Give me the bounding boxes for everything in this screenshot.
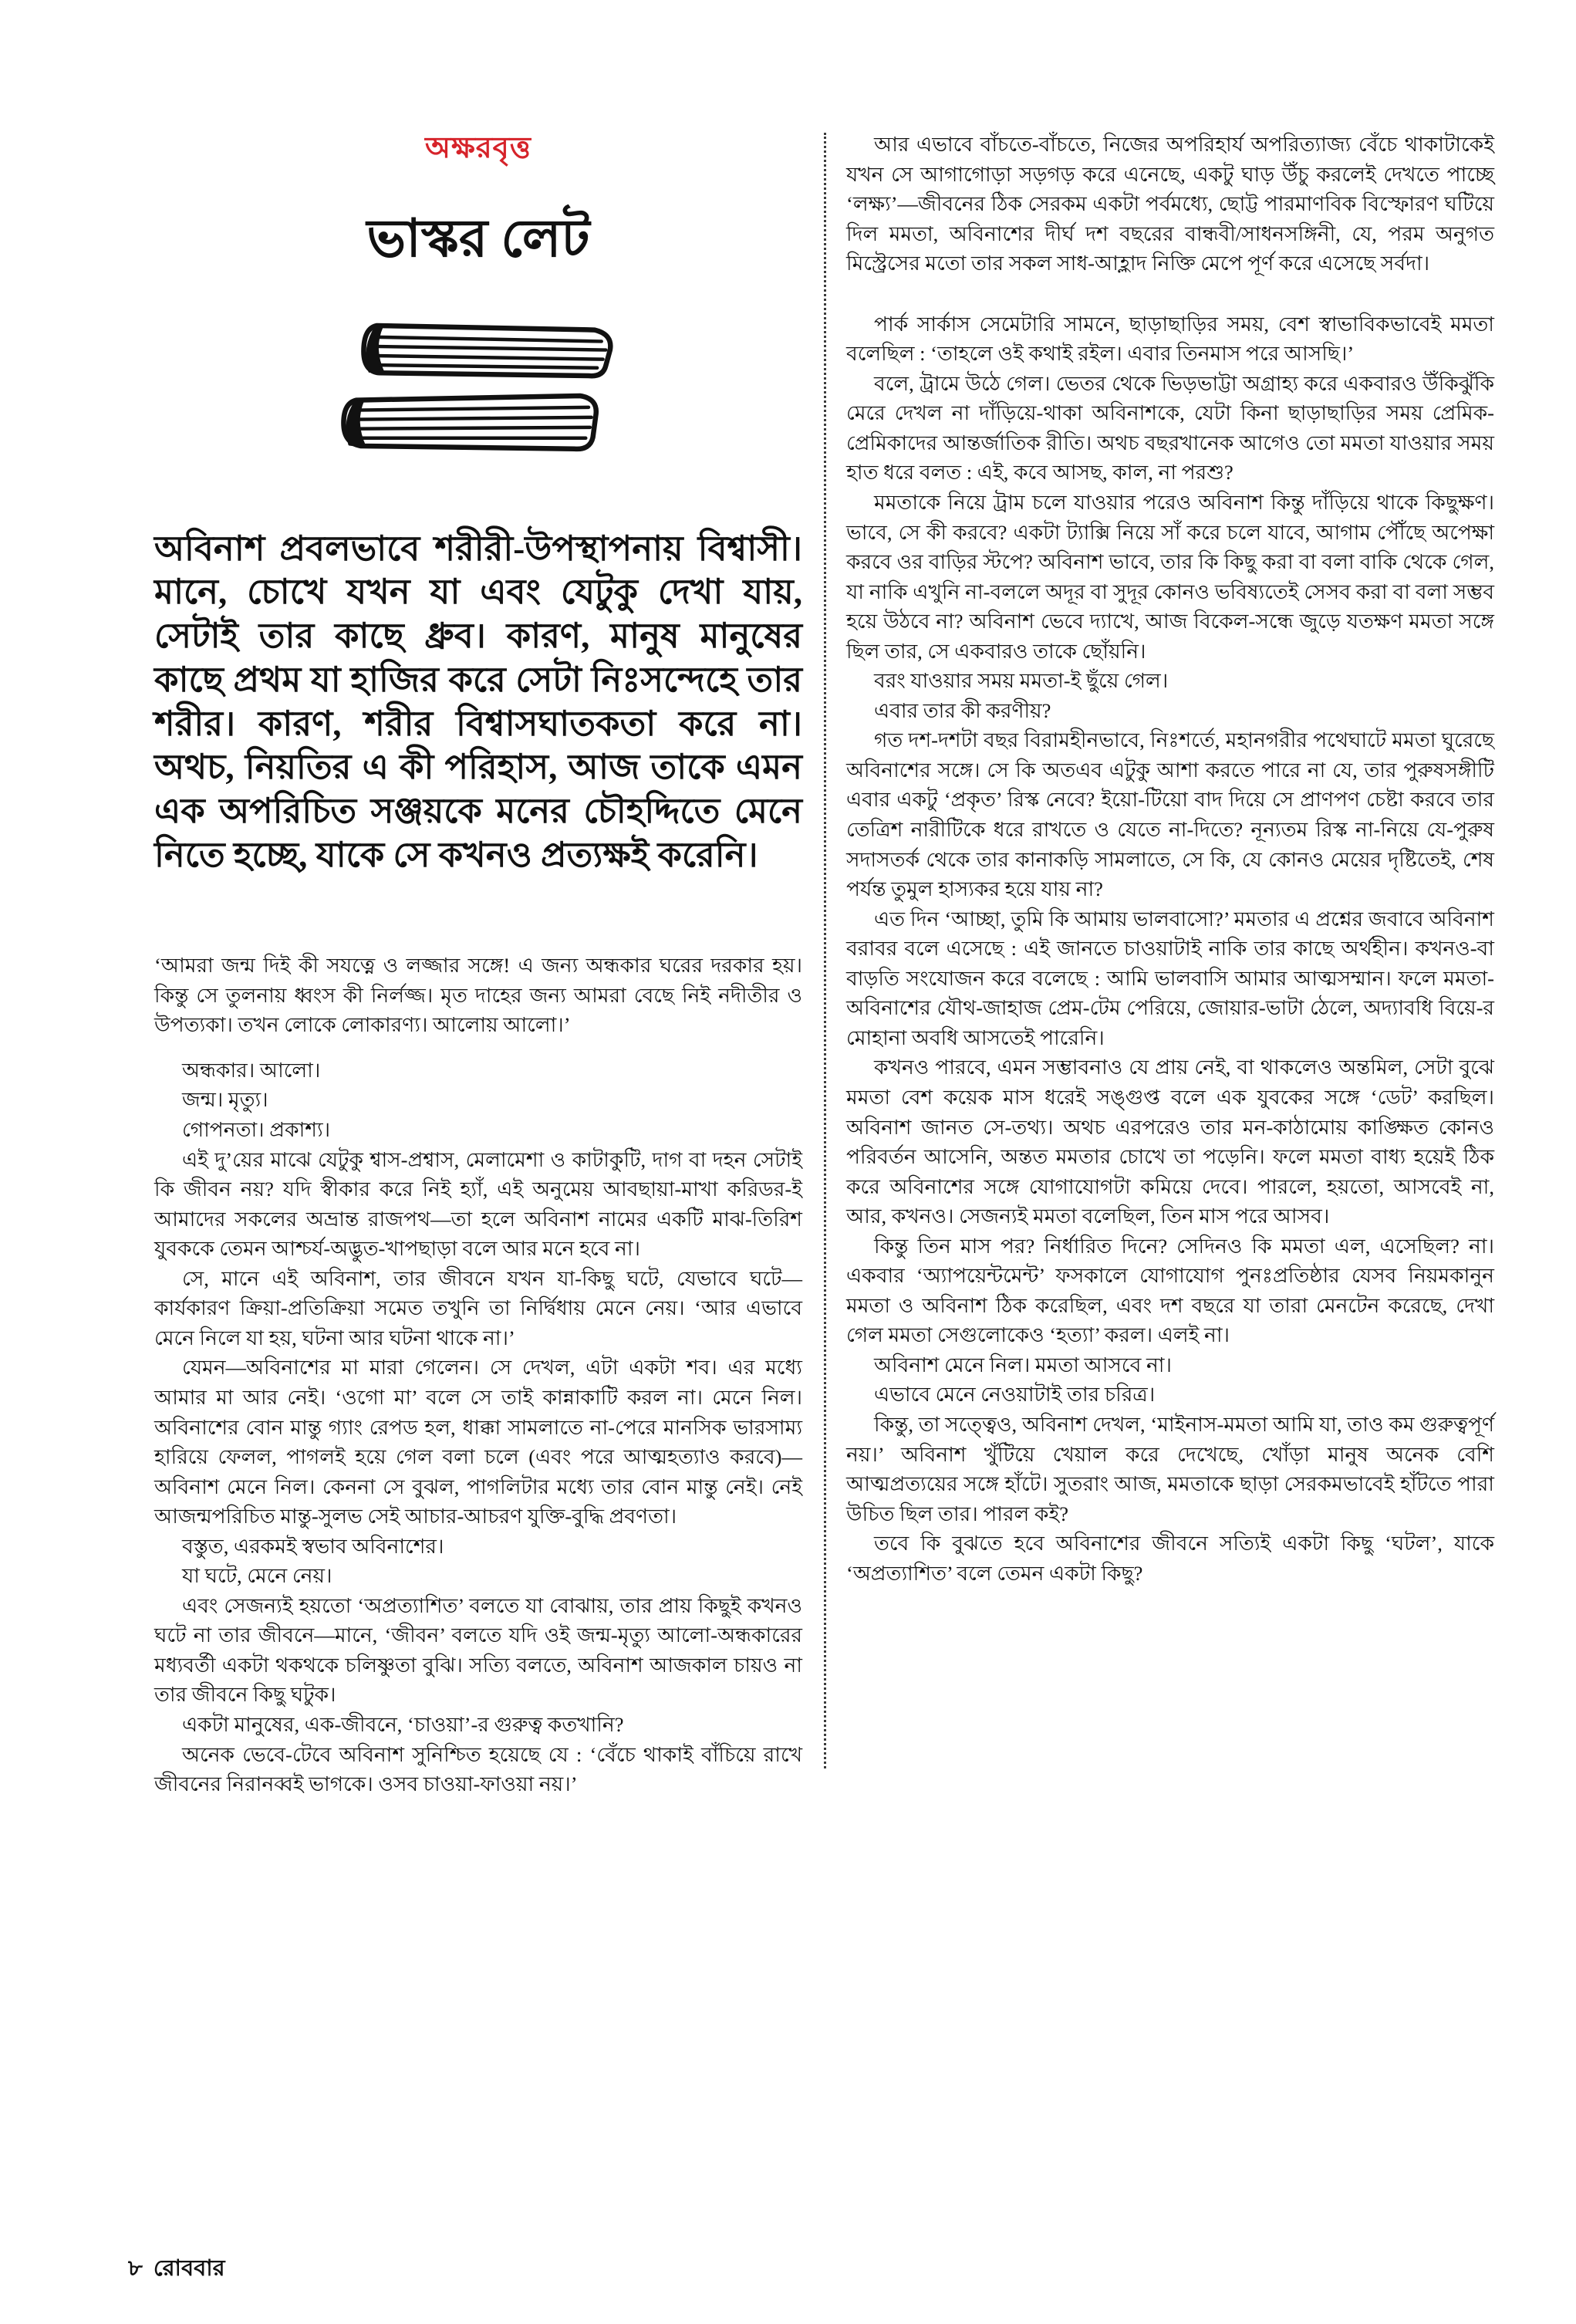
body-paragraph: তবে কি বুঝতে হবে অবিনাশের জীবনে সত্যিই একটা কিছু ‘ঘটল’, যাকে ‘অপ্রত্যাশিত’ বলে তেমন একটা কিছু? [846,1532,1494,1585]
body-paragraph: এভাবে মেনে নেওয়াটাই তার চরিত্র। [874,1383,1156,1407]
body-paragraph: যা ঘটে, মেনে নেয়। [182,1564,332,1588]
body-paragraph: বলে, ট্রামে উঠে গেল। ভেতর থেকে ভিড়ভাট্টা অগ্রাহ্য করে একবারও উঁকিঝুঁকি মেরে দেখল না দাঁড়িয়ে-থাকা অবিনাশকে, যেটা কিনা ছাড়াছাড়ির সময় প্রেমিক-প্রেমিকাদের আন্তর্জাতিক রীতি। অথচ বছরখানেক আগেও তো মমতা যাওয়ার সময় হাত ধরে বলত : এই, কবে আসছ, কাল, না পরশু? [846,371,1494,485]
right-column-body [846,130,1494,1588]
body-paragraph: মমতাকে নিয়ে ট্রাম চলে যাওয়ার পরেও অবিনাশ কিন্তু দাঁড়িয়ে থাকে কিছুক্ষণ। ভাবে, সে কী করবে? একটা ট্যাক্সি নিয়ে সাঁ করে চলে যাবে, আগাম পৌঁছে অপেক্ষা করবে ওর বাড়ির স্টপে? অবিনাশ ভাবে, তার কি কিছু করা বা বলা বাকি থেকে গেল, যা নাকি এখুনি না-বললে অদূর বা সুদূর কোনও ভবিষ্যতেই সেসব করা বা বলা সম্ভব হয়ে উঠবে না? অবিনাশ ভেবে দ্যাখে, আজ বিকেল-সন্ধে জুড়ে যতক্ষণ মমতা সঙ্গে ছিল তার, সে একবারও তাকে ছোঁয়নি। [846,491,1494,663]
body-paragraph: অনেক ভেবে-টেবে অবিনাশ সুনিশ্চিত হয়েছে যে : ‘বেঁচে থাকাই বাঁচিয়ে রাখে জীবনের নিরানব্বই ভাগকে। ওসব চাওয়া-ফাওয়া নয়।’ [154,1742,802,1796]
body-paragraph: এবং সেজন্যই হয়তো ‘অপ্রত্যাশিত’ বলতে যা বোঝায়, তার প্রায় কিছুই কখনও ঘটে না তার জীবনে—মানে, ‘জীবন’ বলতে যদি ওই জন্ম-মৃত্যু আলো-অন্ধকারের মধ্যবর্তী একটা থকথকে চলিষ্ণুতা বুঝি। সত্যি বলতে, অবিনাশ আজকাল চায়ও না তার জীবনে কিছু ঘটুক। [154,1593,802,1707]
body-paragraph: অন্ধকার। আলো। [182,1058,321,1082]
two-column-layout [154,130,1494,1799]
page-number: ৮ [128,2256,143,2281]
body-paragraph: এত দিন ‘আচ্ছা, তুমি কি আমায় ভালবাসো?’ মমতার এ প্রশ্নের জবাবে অবিনাশ বরাবর বলে এসেছে : এই জানতে চাওয়াটাই নাকি তার কাছে অর্থহীন। কখনও-বা বাড়তি সংযোজন করে বলেছে : আমি ভালবাসি আমার আত্মসম্মান। ফলে মমতা-অবিনাশের যৌথ-জাহাজ প্রেম-টেম পেরিয়ে, জোয়ার-ভাটা ঠেলে, অদ্যাবধি বিয়ে-র মোহানা অবধি আসতেই পারেনি। [846,907,1494,1049]
body-paragraph: কখনও পারবে, এমন সম্ভাবনাও যে প্রায় নেই, বা থাকলেও অন্তমিল, সেটা বুঝে মমতা বেশ কয়েক মাস ধরেই সঙ্গুপ্ত বলে এক যুবকের সঙ্গে ‘ডেট’ করছিল। অবিনাশ জানত সে-তথ্য। অথচ এরপরেও তার মন-কাঠামোয় কাঙ্ক্ষিত কোনও পরিবর্তন আসেনি, অন্তত মমতার চোখে তা পড়েনি। ফলে মমতা বাধ্য হয়েই ঠিক করে অবিনাশের সঙ্গে যোগাযোগটা কমিয়ে দেবে। পারলে, হয়তো, আসবেই না, আর, কখনও। সেজন্যই মমতা বলেছিল, তিন মাস পরে আসব। [846,1056,1494,1228]
body-paragraph: এবার তার কী করণীয়? [874,698,1051,722]
body-paragraph: সে, মানে এই অবিনাশ, তার জীবনে যখন যা-কিছু ঘটে, যেভাবে ঘটে—কার্যকারণ ক্রিয়া-প্রতিক্রিয়া সমেত তখুনি তা নির্দ্বিধায় মেনে নেয়। ‘আর এভাবে মেনে নিলে যা হয়, ঘটনা আর ঘটনা থাকে না।’ [154,1266,802,1349]
body-paragraph: গত দশ-দশটা বছর বিরামহীনভাবে, নিঃশর্তে, মহানগরীর পথেঘাটে মমতা ঘুরেছে অবিনাশের সঙ্গে। সে কি অতএব এটুকু আশা করতে পারে না যে, তার পুরুষসঙ্গীটি এবার একটু ‘প্রকৃত’ রিস্ক নেবে? ইয়ো-টিয়ো বাদ দিয়ে সে প্রাণপণ চেষ্টা করবে তার তেত্রিশ নারীটিকে ধরে রাখতে ও যেতে না-দিতে? নূন্যতম রিস্ক না-নিয়ে যে-পুরুষ সদাসতর্ক থেকে তার কানাকড়ি সামলাতে, সে কি, যে কোনও মেয়ের দৃষ্টিতেই, শেষ পর্যন্ত তুমুল হাস্যকর হয়ে যায় না? [846,728,1494,901]
page-footer [128,2251,225,2289]
books-illustration [328,309,629,482]
body-paragraph: বস্তুত, এরকমই স্বভাব অবিনাশের। [182,1534,444,1558]
body-paragraph: আর এভাবে বাঁচতে-বাঁচতে, নিজের অপরিহার্য অপরিত্যাজ্য বেঁচে থাকাটাকেই যখন সে আগাগোড়া সড়গড় করে এনেছে, একটু ঘাড় উঁচু করলেই দেখতে পাচ্ছে ‘লক্ষ্য’—জীবনের ঠিক সেরকম একটা পর্বমধ্যে, ছোট্ট পারমাণবিক বিস্ফোরণ ঘটিয়ে দিল মমতা, অবিনাশের দীর্ঘ দশ বছরের বান্ধবী/সাধনসঙ্গিনী, যে, পরম অনুগত মিস্ট্রেসের মতো তার সকল সাধ-আহ্লাদ নিক্তি মেপে পূর্ণ করে এসেছে সর্বদা। [846,133,1494,275]
body-paragraph: অবিনাশ মেনে নিল। মমতা আসবে না। [874,1353,1172,1376]
body-paragraph: একটা মানুষের, এক-জীবনে, ‘চাওয়া’-র গুরুত্ব কতখানি? [182,1712,624,1736]
article-header [154,125,802,482]
column-divider [824,133,826,1768]
body-paragraph: কিন্তু তিন মাস পর? নির্ধারিত দিনে? সেদিনও কি মমতা এল, এসেছিল? না। একবার ‘অ্যাপয়েন্টমেন্ট’ ফসকালে যোগাযোগ পুনঃপ্রতিষ্ঠার যেসব নিয়মকানুন মমতা ও অবিনাশ ঠিক করেছিল, এবং দশ বছরে যা তারা মেনটেন করেছে, দেখা গেল মমতা সেগুলোকেও ‘হত্যা’ করল। এলই না। [846,1234,1494,1347]
body-paragraph: গোপনতা। প্রকাশ্য। [182,1118,331,1142]
section-label: অক্ষরবৃত্ত [425,132,532,164]
stacked-books-icon [328,309,629,482]
body-paragraph: ‘আমরা জন্ম দিই কী সযত্নে ও লজ্জার সঙ্গে! এ জন্য অন্ধকার ঘরের দরকার হয়। কিন্তু সে তুলনায় ধ্বংস কী নির্লজ্জ। মৃত দাহের জন্য আমরা বেছে নিই নদীতীর ও উপত্যকা। তখন লোকে লোকারণ্য। আলোয় আলো।’ [154,954,802,1037]
body-paragraph: বরং যাওয়ার সময় মমতা-ই ছুঁয়ে গেল। [874,669,1169,693]
body-paragraph: পার্ক সার্কাস সেমেটারি সামনে, ছাড়াছাড়ির সময়, বেশ স্বাভাবিকভাবেই মমতা বলেছিল : ‘তাহলে ওই কথাই রইল। এবার তিনমাস পরে আসছি।’ [846,312,1494,366]
lede-paragraph: অবিনাশ প্রবলভাবে শরীরী-উপস্থাপনায় বিশ্বাসী। মানে, চোখে যখন যা এবং যেটুকু দেখা যায়, সেটাই তার কাছে ধ্রুব। কারণ, মানুষ মানুষের কাছে প্রথম যা হাজির করে সেটা নিঃসন্দেহে তার শরীর। কারণ, শরীর বিশ্বাসঘাতকতা করে না। অথচ, নিয়তির এ কী পরিহাস, আজ তাকে এমন এক অপরিচিত সঞ্জয়কে মনের চৌহদ্দিতে মেনে নিতে হচ্ছে, যাকে সে কখনও প্রত্যক্ষই করেনি। [154,529,802,874]
article-title: ভাস্কর লেট [366,209,590,268]
left-column [154,130,802,1799]
right-column [846,130,1494,1799]
body-paragraph: যেমন—অবিনাশের মা মারা গেলেন। সে দেখল, এটা একটা শব। এর মধ্যে আমার মা আর নেই। ‘ওগো মা’ বলে সে তাই কান্নাকাটি করল না। মেনে নিল। অবিনাশের বোন মান্তু গ্যাং রেপড হল, ধাক্কা সামলাতে না-পেরে মানসিক ভারসাম্য হারিয়ে ফেলল, পাগলই হয়ে গেল বলা চলে (এবং পরে আত্মহত্যাও করবে)—অবিনাশ মেনে নিল। কেননা সে বুঝল, পাগলিটার মধ্যে তার বোন মান্তু নেই। নেই আজন্মপরিচিত মান্তু-সুলভ সেই আচার-আচরণ যুক্তি-বুদ্ধি প্রবণতা। [154,1356,802,1529]
body-paragraph: এই দু’য়ের মাঝে যেটুকু শ্বাস-প্রশ্বাস, মেলামেশা ও কাটাকুটি, দাগ বা দহন সেটাই কি জীবন নয়? যদি স্বীকার করে নিই হ্যাঁ, এই অনুমেয় আবছায়া-মাখা করিডর-ই আমাদের সকলের অভ্রান্ত রাজপথ—তা হলে অবিনাশ নামের একটি মাঝ-তিরিশ যুবককে তেমন আশ্চর্য-অদ্ভুত-খাপছাড়া বলে আর মনে হবে না। [154,1147,802,1261]
body-paragraph: কিন্তু, তা সত্ত্বেও, অবিনাশ দেখল, ‘মাইনাস-মমতা আমি যা, তাও কম গুরুত্বপূর্ণ নয়।’ অবিনাশ খুঁটিয়ে খেয়াল করে দেখেছে, খোঁড়া মানুষ অনেক বেশি আত্মপ্রত্যয়ের সঙ্গে হাঁটে। সুতরাং আজ, মমতাকে ছাড়া সেরকমভাবেই হাঁটতে পারা উচিত ছিল তার। পারল কই? [846,1412,1494,1525]
left-column-body [154,951,802,1799]
body-paragraph: জন্ম। মৃত্যু। [182,1088,268,1112]
publication-name: রোববার [153,2256,225,2281]
